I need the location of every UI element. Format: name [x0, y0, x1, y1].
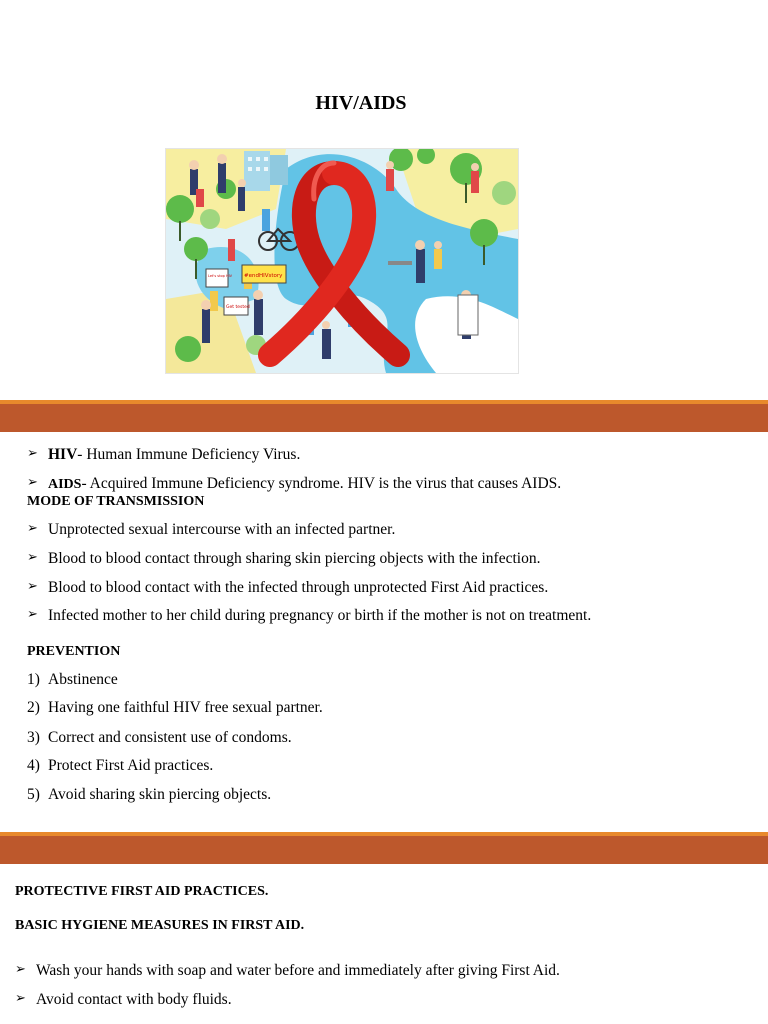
- list-item-text: Infected mother to her child during pregnancy or birth if the mother is not on treatment.: [48, 607, 592, 624]
- sign-small-text: Let's stop HIV: [208, 274, 233, 278]
- page-title: HIV/AIDS: [315, 92, 407, 114]
- list-item-number: 4): [27, 757, 40, 774]
- bullet-arrow-icon: ➢: [27, 606, 38, 621]
- transmission-heading: MODE OF TRANSMISSION: [27, 494, 205, 509]
- sign-left-text: Get tested: [226, 305, 250, 310]
- hiv-awareness-illustration: [165, 148, 519, 374]
- band-main-stripe: [0, 836, 768, 864]
- illustration-graphic: [166, 149, 518, 373]
- list-item-text: Wash your hands with soap and water before and immediately after giving First Aid.: [36, 962, 560, 979]
- section-divider-band: [0, 400, 768, 432]
- prevention-heading: PREVENTION: [27, 644, 121, 659]
- bullet-arrow-icon: ➢: [15, 961, 26, 976]
- band-main-stripe: [0, 404, 768, 432]
- list-item-number: 3): [27, 729, 40, 746]
- definition-text: - Human Immune Deficiency Virus.: [77, 446, 301, 463]
- protective-heading: PROTECTIVE FIRST AID PRACTICES.: [15, 884, 269, 899]
- list-item-text: Blood to blood contact with the infected through unprotected First Aid practices.: [48, 579, 549, 596]
- list-item-text: Blood to blood contact through sharing skin piercing objects with the infection.: [48, 550, 541, 567]
- list-item-number: 5): [27, 786, 40, 803]
- hygiene-subheading: BASIC HYGIENE MEASURES IN FIRST AID.: [15, 918, 305, 933]
- list-item-text: Protect First Aid practices.: [48, 757, 214, 774]
- bullet-arrow-icon: ➢: [27, 578, 38, 593]
- list-item-text: Unprotected sexual intercourse with an infected partner.: [48, 521, 396, 538]
- list-item-text: Avoid contact with body fluids.: [36, 991, 232, 1008]
- definition-term: AIDS: [48, 477, 82, 492]
- list-item-text: Abstinence: [48, 671, 118, 688]
- bullet-arrow-icon: ➢: [27, 520, 38, 535]
- definition-term: HIV: [48, 446, 78, 463]
- definition-text: - Acquired Immune Deficiency syndrome. HIV is the virus that causes AIDS.: [81, 475, 562, 492]
- bullet-arrow-icon: ➢: [27, 549, 38, 564]
- list-item-number: 2): [27, 699, 40, 716]
- bullet-arrow-icon: ➢: [27, 445, 38, 460]
- bullet-arrow-icon: ➢: [15, 990, 26, 1005]
- section-divider-band: [0, 832, 768, 864]
- list-item-text: Correct and consistent use of condoms.: [48, 729, 292, 746]
- bullet-arrow-icon: ➢: [27, 474, 38, 489]
- list-item-text: Having one faithful HIV free sexual partner.: [48, 699, 323, 716]
- list-item-number: 1): [27, 671, 40, 688]
- sign-banner-text: #endHIVstory: [244, 273, 283, 279]
- list-item-text: Avoid sharing skin piercing objects.: [48, 786, 272, 803]
